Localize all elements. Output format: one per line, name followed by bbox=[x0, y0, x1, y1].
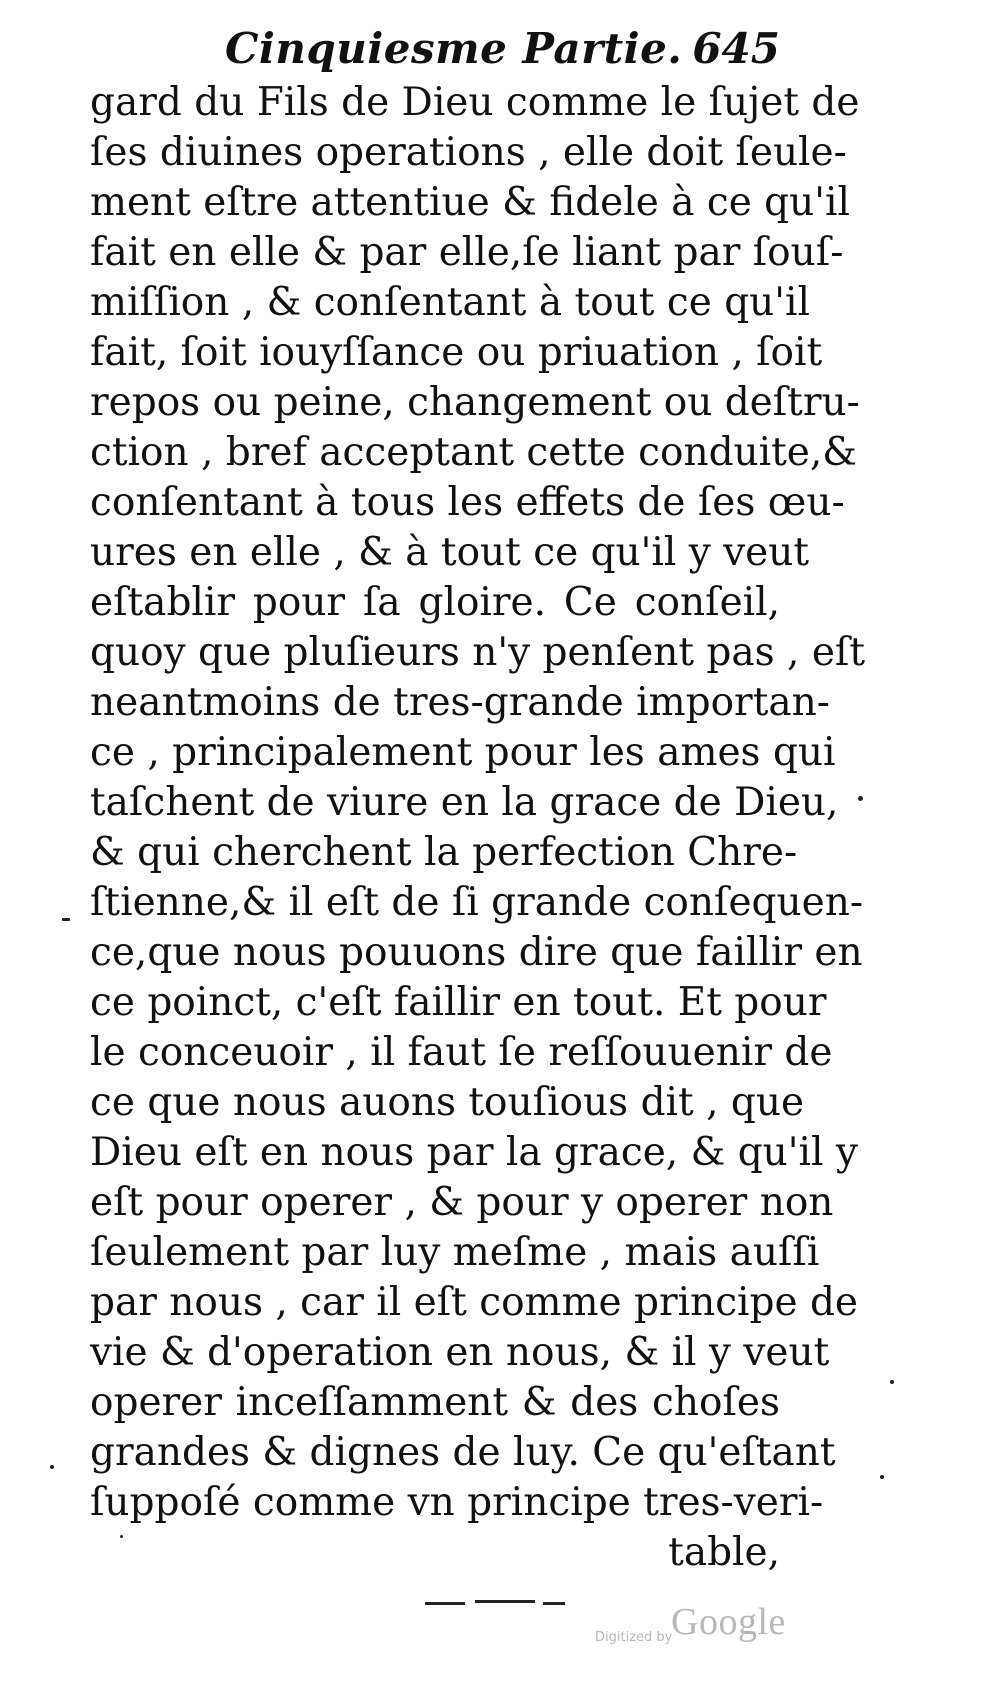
footer-rule bbox=[425, 1600, 565, 1608]
text-line: ce poinct, c'eſt faillir en tout. Et pour bbox=[90, 980, 827, 1025]
text-line: taſchent de viure en la grace de Dieu, bbox=[90, 780, 839, 825]
text-line: neantmoins de tres-grande importan- bbox=[90, 680, 830, 725]
text-line: miſſion , & conſentant à tout ce qu'il bbox=[90, 280, 810, 325]
text-line: ſtienne,& il eſt de ſi grande conſequen- bbox=[90, 880, 863, 925]
scan-speck bbox=[858, 796, 863, 801]
scan-speck bbox=[120, 1535, 123, 1538]
text-line: le conceuoir , il faut ſe reſſouuenir de bbox=[90, 1030, 833, 1075]
text-line: eſtablir pour ſa gloire. Ce conſeil, bbox=[90, 580, 780, 625]
text-line: ſes diuines operations , elle doit ſeule- bbox=[90, 130, 847, 175]
text-line: operer inceſſamment & des choſes bbox=[90, 1380, 780, 1425]
scan-speck bbox=[50, 1465, 54, 1469]
text-line: gard du Fils de Dieu comme le ſujet de bbox=[90, 80, 860, 125]
text-line: ures en elle , & à tout ce qu'il y veut bbox=[90, 530, 810, 575]
running-head bbox=[225, 16, 780, 80]
text-line: ment eſtre attentiue & fidele à ce qu'il bbox=[90, 180, 850, 225]
text-line: fait en elle & par elle,ſe liant par ſouſ- bbox=[90, 230, 844, 275]
body-text bbox=[90, 78, 866, 1578]
footer-rule-segment bbox=[543, 1602, 565, 1605]
catchword: table, bbox=[668, 1530, 780, 1575]
scan-speck bbox=[62, 918, 70, 921]
footer-rule-segment bbox=[425, 1602, 465, 1605]
text-line: ce que nous auons touſious dit , que bbox=[90, 1080, 805, 1125]
text-line: Dieu eſt en nous par la grace, & qu'il y bbox=[90, 1130, 858, 1175]
running-title: Cinquiesme Partie. bbox=[225, 24, 683, 73]
google-logo: Google bbox=[671, 1601, 786, 1643]
text-line: grandes & dignes de luy. Ce qu'eſtant bbox=[90, 1430, 836, 1475]
text-line: ction , bref acceptant cette conduite,& bbox=[90, 430, 857, 475]
scan-speck bbox=[890, 1380, 894, 1384]
page-number: 645 bbox=[692, 24, 780, 73]
text-line: ſeulement par luy meſme , mais auſſi bbox=[90, 1230, 820, 1275]
text-line: fait, ſoit iouyſſance ou priuation , ſoit bbox=[90, 330, 823, 375]
text-line: conſentant à tous les effets de ſes œu- bbox=[90, 480, 845, 525]
text-line: & qui cherchent la perfection Chre- bbox=[90, 830, 798, 875]
watermark-prefix: Digitized by bbox=[595, 1630, 673, 1645]
text-line: eſt pour operer , & pour y operer non bbox=[90, 1180, 834, 1225]
text-line: ce , principalement pour les ames qui bbox=[90, 730, 836, 775]
text-line: vie & d'operation en nous, & il y veut bbox=[90, 1330, 830, 1375]
digitized-by-watermark bbox=[595, 1600, 805, 1660]
text-line: quoy que pluſieurs n'y penſent pas , eſt bbox=[90, 630, 866, 675]
text-line: ſuppoſé comme vn principe tres-veri- bbox=[90, 1480, 824, 1525]
text-line: ce,que nous pouuons dire que faillir en bbox=[90, 930, 863, 975]
text-line: repos ou peine, changement ou deſtru- bbox=[90, 380, 860, 425]
text-line: par nous , car il eſt comme principe de bbox=[90, 1280, 859, 1325]
scan-speck bbox=[880, 1475, 884, 1479]
footer-rule-segment bbox=[475, 1600, 535, 1603]
